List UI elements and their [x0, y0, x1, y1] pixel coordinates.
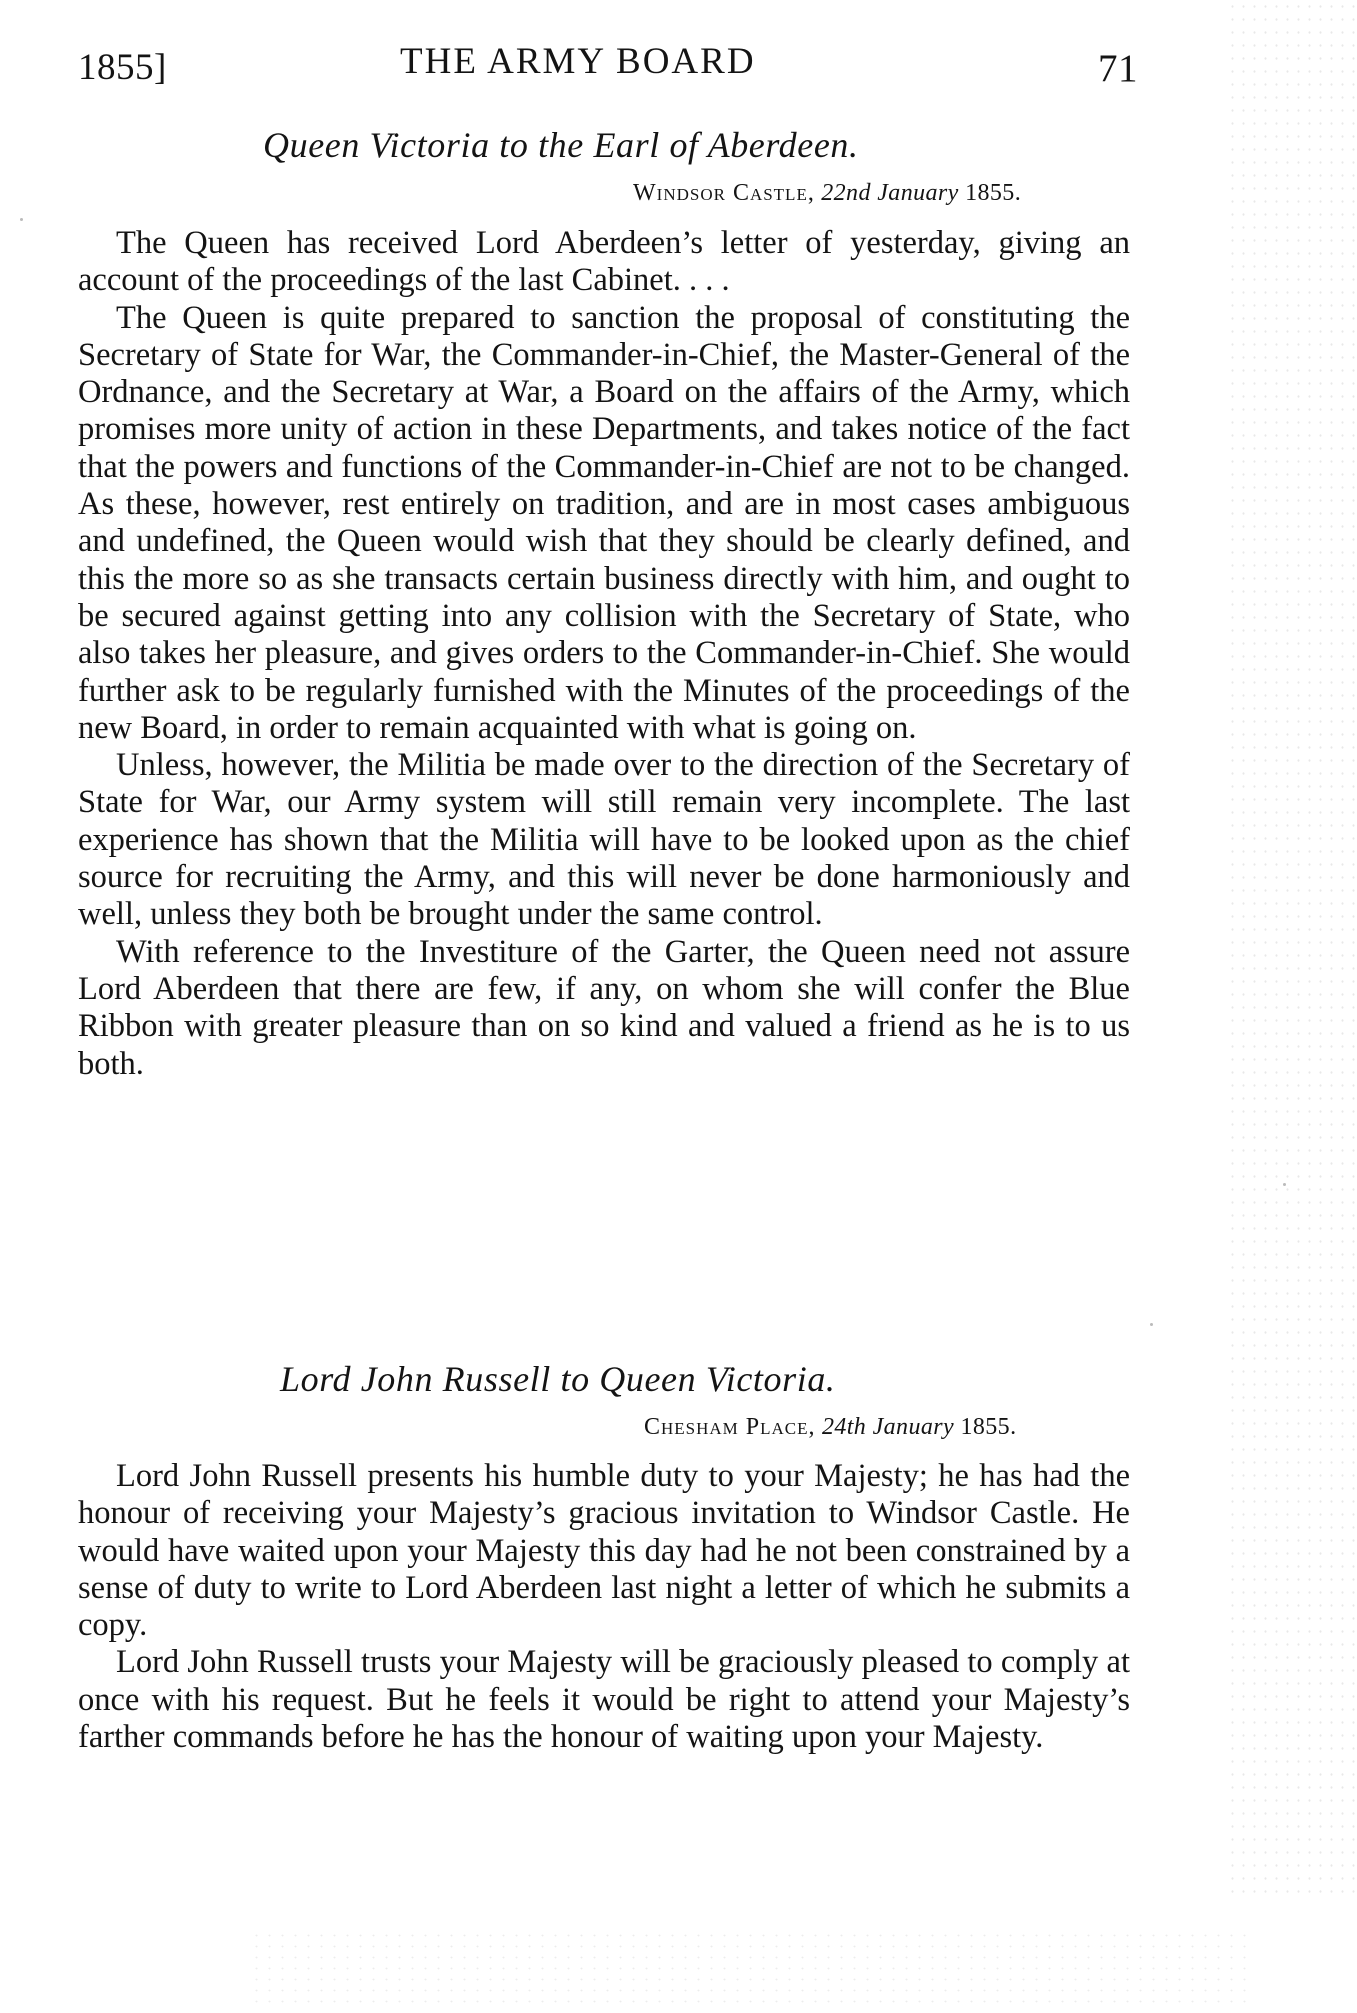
letter2-body: [78, 1458, 1130, 1756]
scan-noise-right: [1227, 0, 1357, 1900]
scan-speck: [1283, 1183, 1286, 1186]
letter2-paragraph-1: Lord John Russell presents his humble duty to your Majesty; he has had the honour of receiving your Majesty’s gracious invitation to Windsor Castle. He would have waited upon your Majesty this day had he not been constrained by a sense of duty to write to Lord Aberdeen last night a letter of which he submits a copy.: [78, 1458, 1130, 1644]
letter2-heading: Lord John Russell to Queen Victoria.: [280, 1359, 836, 1399]
letter2-date-year: 1855.: [960, 1414, 1017, 1440]
scan-speck: [20, 218, 23, 221]
letter1-date-place: Windsor Castle,: [633, 180, 815, 206]
letter1-paragraph-2: The Queen is quite prepared to sanction the proposal of constituting the Secretary of State for War, the Commander-in-Chief, the Master-General of the Ordnance, and the Secretary at War, a Board on the affairs of the Army, which promises more unity of action in these Departments, and takes notice of the fact that the powers and functions of the Commander-in-Chief are not to be changed. As these, however, rest entirely on tradition, and are in most cases ambiguous and undefined, the Queen would wish that they should be clearly defined, and this the more so as she transacts certain business directly with him, and ought to be secured against getting into any collision with the Secretary of State, who also takes her pleasure, and gives orders to the Commander-in-Chief. She would further ask to be regularly furnished with the Minutes of the proceedings of the new Board, in order to remain acquainted with what is going on.: [78, 299, 1130, 746]
letter1-heading: Queen Victoria to the Earl of Aberdeen.: [263, 125, 859, 165]
running-head-title: THE ARMY BOARD: [400, 41, 756, 82]
page-number: 71: [1098, 47, 1138, 90]
letter1-paragraph-3: Unless, however, the Militia be made over to the direction of the Secretary of State for War, our Army system will still remain very incomplete. The last experience has shown that the Militia will have to be looked upon as the chief source for recruiting the Army, and this will never be done harmoniously and well, unless they both be brought under the same control.: [78, 747, 1130, 933]
letter1-paragraph-4: With reference to the Investiture of the Garter, the Queen need not assure Lord Aberdeen that there are few, if any, on whom she will confer the Blue Ribbon with greater pleasure than on so kind and valued a friend as he is to us both.: [78, 933, 1130, 1082]
running-head-year: 1855]: [78, 47, 167, 88]
letter1-dateline: [633, 180, 1021, 207]
letter2-dateline: [644, 1414, 1016, 1441]
letter2-date-day: 24th January: [821, 1414, 955, 1440]
letter1-body: [78, 225, 1130, 1083]
letter1-paragraph-1: The Queen has received Lord Aberdeen’s letter of yesterday, giving an account of the proceedings of the last Cabinet. . . .: [78, 225, 1130, 299]
running-head: [78, 40, 1138, 90]
scan-speck: [1150, 1323, 1153, 1326]
scan-noise-bottom: [250, 1930, 1250, 2010]
letter2-date-place: Chesham Place,: [644, 1414, 816, 1440]
letter2-paragraph-2: Lord John Russell trusts your Majesty will be graciously pleased to comply at once with his request. But he feels it would be right to attend your Majesty’s farther commands before he has the honour of waiting upon your Majesty.: [78, 1644, 1130, 1756]
letter1-date-day: 22nd January: [821, 180, 959, 206]
letter1-date-year: 1855.: [965, 180, 1022, 206]
